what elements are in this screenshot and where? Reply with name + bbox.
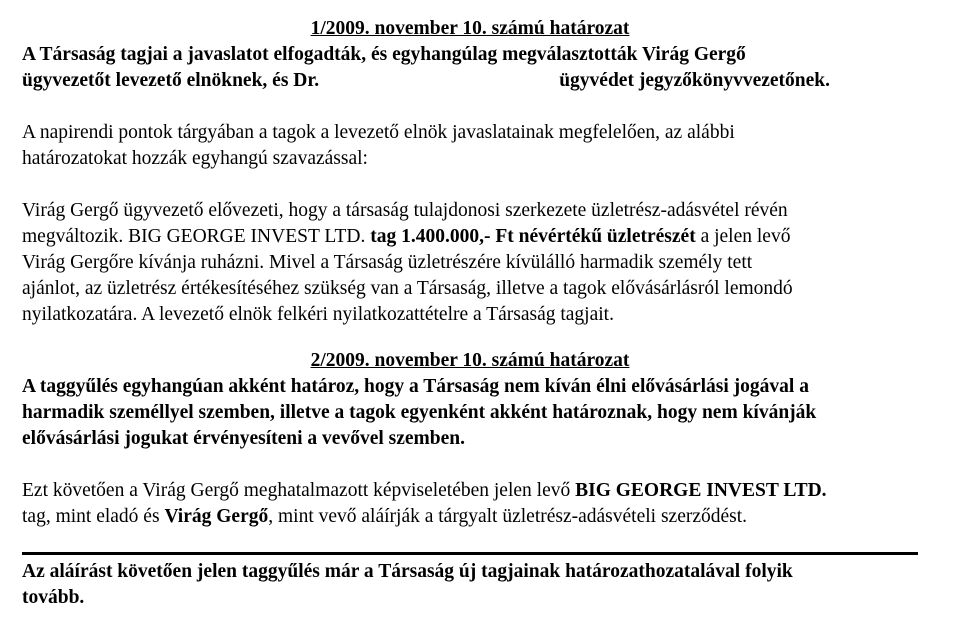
intro-line-2: határozatokat hozzák egyhangú szavazással: [22,148,368,169]
resolution-2-title: 2/2009. november 10. számú határozat [310,350,630,371]
paragraph-1-line-3: Virág Gergőre kívánja ruházni. Mivel a Társaság üzletrészére kívülálló harmadik személy tett [22,252,753,273]
paragraph-2-line-2-a: tag, mint eladó és [22,506,165,527]
paragraph-2-line-2-c: , mint vevő aláírják a tárgyalt üzletrész-adásvételi szerződést. [268,506,748,527]
closing-line-1: Az aláírást követően jelen taggyűlés már a Társaság új tagjainak határozathozatalával folyik [22,561,793,582]
intro-line-1: A napirendi pontok tárgyában a tagok a levezető elnök javaslatainak megfelelően, az alábbi [22,122,735,143]
paragraph-1-line-2-a: megváltozik. BIG GEORGE INVEST LTD. [22,226,371,247]
separator-line [22,552,918,555]
resolution-2-text-line-2: harmadik személlyel szemben, illetve a tagok egyenként akként határoznak, hogy nem kívánják [22,402,817,423]
resolution-1-line-2-right: ügyvédet jegyzőkönyvvezetőnek. [559,70,830,91]
resolution-1-text-line-2 [22,68,918,94]
resolution-2-text-line-1: A taggyűlés egyhangúan akként határoz, hogy a Társaság nem kíván élni elővásárlási jogával a [22,376,809,397]
paragraph-2-line-1 [22,478,918,504]
paragraph-2-line-2-bold: Virág Gergő [164,506,269,527]
paragraph-2-line-2 [22,504,918,530]
paragraph-2-line-1-bold: BIG GEORGE INVEST LTD. [575,480,827,501]
paragraph-1-line-1: Virág Gergő ügyvezető elővezeti, hogy a társaság tulajdonosi szerkezete üzletrész-adásvétel révén [22,200,788,221]
paragraph-1-line-2-bold: tag 1.400.000,- Ft névértékű üzletrészét [370,226,696,247]
paragraph-1-line-2 [22,224,918,250]
paragraph-2-line-1-a: Ezt követően a Virág Gergő meghatalmazott képviseletében jelen levő [22,480,576,501]
document-page [22,0,918,611]
resolution-2-text-line-3: elővásárlási jogukat érvényesíteni a vevővel szemben. [22,428,466,449]
resolution-1-title: 1/2009. november 10. számú határozat [310,18,630,39]
resolution-1-line-2-left: ügyvezetőt levezető elnöknek, és Dr. [22,70,320,91]
paragraph-1-line-2-c: a jelen levő [695,226,791,247]
resolution-1-text-line-1: A Társaság tagjai a javaslatot elfogadták, és egyhangúlag megválasztották Virág Gergő [22,44,746,65]
paragraph-1-line-5: nyilatkozatára. A levezető elnök felkéri nyilatkozattételre a Társaság tagjait. [22,304,614,325]
closing-line-2: tovább. [22,587,85,608]
paragraph-1-line-4: ajánlot, az üzletrész értékesítéséhez szükség van a Társaság, illetve a tagok elővásárlásról lemondó [22,278,793,299]
